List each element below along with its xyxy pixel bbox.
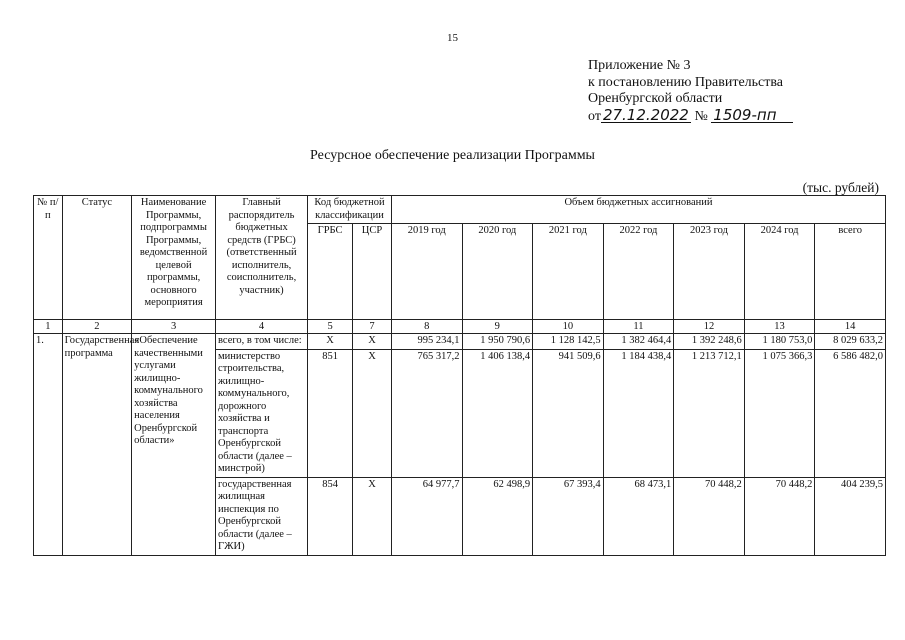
header-volume-group: Объем бюджетных ассигнований: [391, 196, 885, 224]
value-cell: 70 448,2: [744, 477, 815, 555]
value-cell: 1 128 142,5: [533, 334, 604, 350]
column-number: 13: [744, 320, 815, 334]
column-number: 2: [62, 320, 132, 334]
value-cell: 995 234,1: [391, 334, 462, 350]
value-cell: 1 180 753,0: [744, 334, 815, 350]
from-label: от: [588, 108, 601, 124]
units-label: (тыс. рублей): [802, 180, 879, 195]
value-cell: 941 509,6: [533, 349, 604, 477]
grbs-code: Х: [308, 334, 353, 350]
header-csr: ЦСР: [353, 224, 392, 320]
page-number: 15: [447, 32, 458, 44]
column-number: 5: [308, 320, 353, 334]
column-number: 7: [353, 320, 392, 334]
value-cell: 70 448,2: [674, 477, 745, 555]
header-grbs-main: Главный распорядитель бюджетных средств (ГРБС) (ответственный исполнитель, соисполнитель, участник): [216, 196, 308, 320]
value-cell: 68 473,1: [603, 477, 674, 555]
total-cell: 404 239,5: [815, 477, 886, 555]
header-year: 2022 год: [603, 224, 674, 320]
program-status: Государственная программа: [62, 334, 132, 556]
header-name: Наименование Программы, подпрограммы Программы, ведомственной целевой программы, основного мероприятия: [132, 196, 216, 320]
document-title: Ресурсное обеспечение реализации Программы: [310, 148, 595, 163]
value-cell: 62 498,9: [462, 477, 533, 555]
value-cell: 64 977,7: [391, 477, 462, 555]
header-status: Статус: [62, 196, 132, 320]
header-code-group: Код бюджетной классификации: [308, 196, 392, 224]
value-cell: 1 950 790,6: [462, 334, 533, 350]
program-name: «Обеспечение качественными услугами жилищно-коммунального хозяйства населения Оренбургской области»: [132, 334, 216, 556]
csr-code: Х: [353, 334, 392, 350]
number-label: №: [694, 108, 708, 124]
table-row: [34, 334, 886, 350]
header-total: всего: [815, 224, 886, 320]
handwritten-date: 27.12.2022: [601, 108, 691, 123]
column-number-row: [34, 320, 886, 334]
appendix-line-3: Оренбургской области: [588, 91, 723, 106]
value-cell: 1 075 366,3: [744, 349, 815, 477]
column-number: 4: [216, 320, 308, 334]
grbs-code: 854: [308, 477, 353, 555]
value-cell: 1 382 464,4: [603, 334, 674, 350]
executor-cell: министерство строительства, жилищно-коммунального, дорожного хозяйства и транспорта Оренбургской области (далее – минстрой): [216, 349, 308, 477]
csr-code: Х: [353, 477, 392, 555]
executor-cell: государственная жилищная инспекция по Оренбургской области (далее – ГЖИ): [216, 477, 308, 555]
resource-table: [33, 195, 886, 556]
header-grbs: ГРБС: [308, 224, 353, 320]
total-cell: 6 586 482,0: [815, 349, 886, 477]
column-number: 14: [815, 320, 886, 334]
total-cell: 8 029 633,2: [815, 334, 886, 350]
column-number: 10: [533, 320, 604, 334]
program-num: 1.: [34, 334, 63, 556]
header-year: 2021 год: [533, 224, 604, 320]
appendix-date-line: [588, 105, 793, 126]
handwritten-number: 1509-пп: [711, 108, 793, 123]
grbs-code: 851: [308, 349, 353, 477]
column-number: 1: [34, 320, 63, 334]
column-number: 12: [674, 320, 745, 334]
csr-code: Х: [353, 349, 392, 477]
header-year: 2024 год: [744, 224, 815, 320]
value-cell: 67 393,4: [533, 477, 604, 555]
value-cell: 1 392 248,6: [674, 334, 745, 350]
appendix-line-2: к постановлению Правительства: [588, 74, 784, 90]
value-cell: 1 213 712,1: [674, 349, 745, 477]
header-year: 2019 год: [391, 224, 462, 320]
column-number: 9: [462, 320, 533, 334]
value-cell: 1 184 438,4: [603, 349, 674, 477]
column-number: 8: [391, 320, 462, 334]
value-cell: 765 317,2: [391, 349, 462, 477]
header-year: 2023 год: [674, 224, 745, 320]
value-cell: 1 406 138,4: [462, 349, 533, 477]
header-num: № п/п: [34, 196, 63, 320]
header-year: 2020 год: [462, 224, 533, 320]
appendix-block: [588, 58, 793, 125]
header-row-1: [34, 196, 886, 224]
column-number: 11: [603, 320, 674, 334]
appendix-line-1: Приложение № 3: [588, 58, 691, 73]
executor-cell: всего, в том числе:: [216, 334, 308, 350]
column-number: 3: [132, 320, 216, 334]
